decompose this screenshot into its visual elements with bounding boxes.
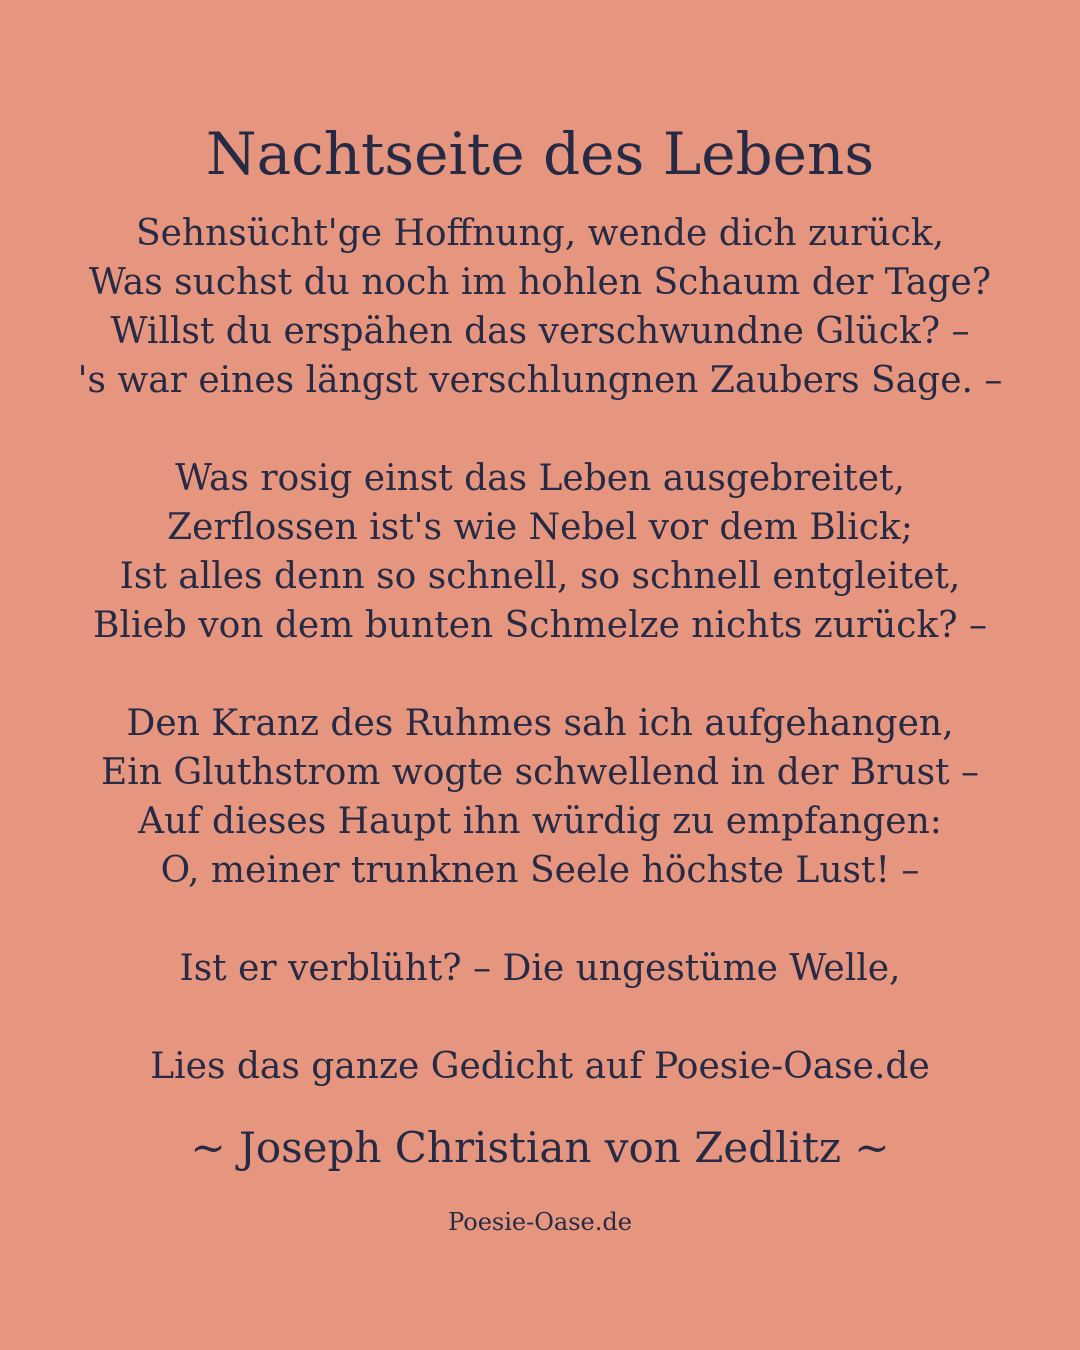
poem-line: Willst du erspähen das verschwundne Glück? – [110, 311, 970, 352]
poem-line: 's war eines längst verschlungnen Zaubers Sage. – [77, 360, 1003, 401]
author-name: ~ Joseph Christian von Zedlitz ~ [190, 1123, 890, 1172]
poem-line: Ist er verblüht? – Die ungestüme Welle, [179, 948, 901, 989]
stanza-2 [0, 454, 1080, 650]
poem-line: Auf dieses Haupt ihn würdig zu empfangen: [138, 801, 942, 842]
poem-line: Zerflossen ist's wie Nebel vor dem Blick; [167, 507, 913, 548]
poem-title: Nachtseite des Lebens [205, 120, 875, 188]
stanza-3 [0, 699, 1080, 895]
poem-line: Sehnsücht'ge Hoffnung, wende dich zurück, [135, 213, 945, 254]
site-footer: Poesie-Oase.de [448, 1208, 632, 1236]
poem-line: Ein Gluthstrom wogte schwellend in der Brust – [100, 752, 979, 793]
poem-line: Den Kranz des Ruhmes sah ich aufgehangen, [126, 703, 954, 744]
poem-line: Was suchst du noch im hohlen Schaum der Tage? [88, 262, 992, 303]
stanza-1 [0, 209, 1080, 405]
poem-line: Was rosig einst das Leben ausgebreitet, [175, 458, 905, 499]
read-more-text: Lies das ganze Gedicht auf Poesie-Oase.de [150, 1046, 930, 1087]
poem-line: Ist alles denn so schnell, so schnell entgleitet, [119, 556, 961, 597]
poem-line: Blieb von dem bunten Schmelze nichts zurück? – [92, 605, 988, 646]
poem-body [0, 209, 1080, 1042]
poem-line: O, meiner trunknen Seele höchste Lust! – [160, 850, 920, 891]
stanza-4 [0, 944, 1080, 993]
